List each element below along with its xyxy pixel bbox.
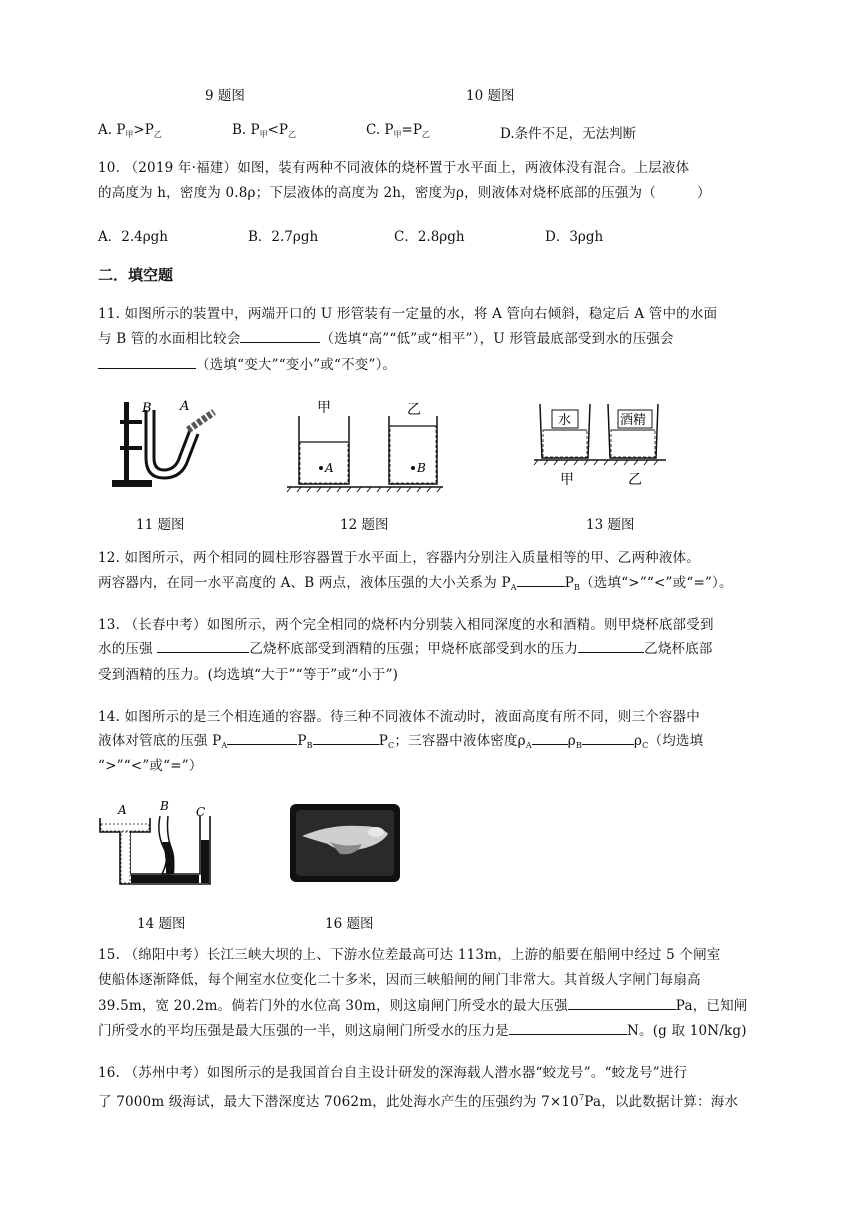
- q15-line-1: 15. （绵阳中考）长江三峡大坝的上、下游水位差最高可达 113m，上游的船要在船闸中经过 5 个闸室: [98, 947, 721, 963]
- q11-line-3: （选填“变大”“变小”或“不变”）。: [98, 356, 396, 374]
- q13-line-1: 13. （长春中考）如图所示，两个完全相同的烧杯内分别装入相同深度的水和酒精。则甲烧杯底部受到: [98, 617, 714, 633]
- q9-option-a: A. $P_甲>P_乙$: [98, 122, 162, 139]
- q16-line-1: 16. （苏州中考）如图所示的是我国首台自主设计研发的深海载人潜水器“蛟龙号”。“蛟龙号”进行: [98, 1065, 688, 1081]
- figure-9-caption: 9 题图: [205, 88, 245, 104]
- q10-line-2: 的高度为 h，密度为 0.8ρ；下层液体的高度为 2h，密度为ρ，则液体对烧杯底部的压强为（ ）: [98, 185, 711, 201]
- q10-option-c: C．2.8ρgh: [394, 229, 465, 245]
- label-water: 水: [558, 413, 572, 428]
- section-title: 二．填空题: [98, 266, 174, 284]
- q11-line-1: 11. 如图所示的装置中，两端开口的 U 形管装有一定量的水，将 A 管向右倾斜，稳定后 A 管中的水面: [98, 306, 718, 322]
- q12-line-2: 两容器内，在同一水平高度的 A、B 两点，液体压强的大小关系为 $P_A$ $P_B$（选填“>”“<”或“=”）。: [98, 575, 733, 592]
- q14-blank-2[interactable]: [313, 732, 379, 745]
- stand-pole: [124, 402, 129, 482]
- q13-line-2: 水的压强 乙烧杯底部受到酒精的压强；甲烧杯底部受到水的压力 乙烧杯底部: [98, 641, 713, 657]
- figure-14-caption: 14 题图: [137, 916, 186, 932]
- q15-blank-1[interactable]: [568, 997, 676, 1010]
- q14-line-3: “>”“<”或“=”）: [98, 758, 203, 774]
- stand-clamp-top: [120, 420, 142, 424]
- figure-11-caption: 11 题图: [136, 517, 185, 533]
- label-a: A: [118, 803, 127, 817]
- stand-base: [112, 480, 152, 487]
- q12-line-1: 12. 如图所示，两个相同的圆柱形容器置于水平面上，容器内分别注入质量相等的甲、乙两种液体。: [98, 550, 700, 566]
- figure-13-caption: 13 题图: [586, 517, 635, 533]
- figure-16-caption: 16 题图: [325, 916, 374, 932]
- label-a: A: [180, 399, 190, 414]
- label-jia: 甲: [560, 472, 574, 488]
- q11-blank-2[interactable]: [98, 356, 196, 369]
- figure-13-beakers: [530, 398, 670, 490]
- label-c: C: [196, 805, 206, 819]
- q9-option-d: D.条件不足，无法判断: [500, 126, 637, 142]
- q15-line-4: 门所受水的平均压强是最大压强的一半，则这扇闸门所受水的压力是 N。(g 取 10N/kg): [98, 1023, 747, 1039]
- q9-option-b: B. $P_甲<P_乙$: [232, 122, 296, 139]
- label-point-a: A: [325, 461, 334, 475]
- q15-line-2: 使船体逐渐降低，每个闸室水位变化二十多米，因而三峡船闸的闸门非常大。其首级人字闸门每扇高: [98, 972, 701, 988]
- label-yi: 乙: [628, 472, 642, 488]
- q10-line-1: 10. （2019 年·福建）如图，装有两种不同液体的烧杯置于水平面上，两液体没有混合。上层液体: [98, 160, 690, 176]
- stand-clamp-bottom: [120, 446, 142, 450]
- figure-16-submersible-photo: [290, 804, 400, 882]
- q14-blank-1[interactable]: [227, 732, 297, 745]
- figure-12-containers: [285, 398, 445, 493]
- label-jia: 甲: [317, 400, 331, 416]
- figure-11-u-tube: [110, 398, 220, 493]
- figure-12-caption: 12 题图: [340, 517, 389, 533]
- label-b: B: [142, 401, 152, 416]
- q11-blank-1[interactable]: [240, 330, 320, 343]
- q10-option-d: D．3ρgh: [545, 229, 604, 245]
- label-alcohol: 酒精: [620, 413, 647, 428]
- q13-blank-2[interactable]: [578, 640, 644, 653]
- q10-option-b: B．2.7ρgh: [248, 229, 319, 245]
- q13-line-3: 受到酒精的压力。(均选填“大于”“等于”或“小于”): [98, 667, 399, 683]
- q14-line-1: 14. 如图所示的是三个相连通的容器。待三种不同液体不流动时，液面高度有所不同，则三个容器中: [98, 709, 700, 725]
- q12-blank[interactable]: [517, 574, 565, 587]
- figure-10-caption: 10 题图: [466, 88, 515, 104]
- label-point-b: B: [417, 461, 426, 475]
- q9-option-c: C. $P_甲=P_乙$: [366, 122, 430, 139]
- q15-blank-2[interactable]: [509, 1022, 627, 1035]
- q14-blank-4[interactable]: [582, 732, 634, 745]
- q11-line-2: 与 B 管的水面相比较会 （选填“高”“低”或“相平”），U 形管最底部受到水的压强会: [98, 331, 674, 347]
- q15-line-3: 39.5m，宽 20.2m。倘若门外的水位高 30m，则这扇闸门所受水的最大压强 Pa，已知闸: [98, 998, 748, 1014]
- q13-blank-1[interactable]: [157, 640, 249, 653]
- label-yi: 乙: [407, 402, 421, 418]
- figure-14-connected-containers: [96, 796, 220, 888]
- q14-line-2: 液体对管底的压强 $P_A$ $P_B$ $P_C$；三容器中液体密度$\rho_A$ $\rho_B$ $\rho_C$（均选填: [98, 733, 704, 750]
- q16-line-2: 了 7000m 级海试，最大下潜深度达 7062m，此处海水产生的压强约为 $7\times 10^7Pa$，以此数据计算：海水: [98, 1093, 739, 1110]
- q10-option-a: A．2.4ρgh: [98, 229, 168, 245]
- q14-blank-3[interactable]: [532, 732, 568, 745]
- label-b: B: [160, 799, 169, 813]
